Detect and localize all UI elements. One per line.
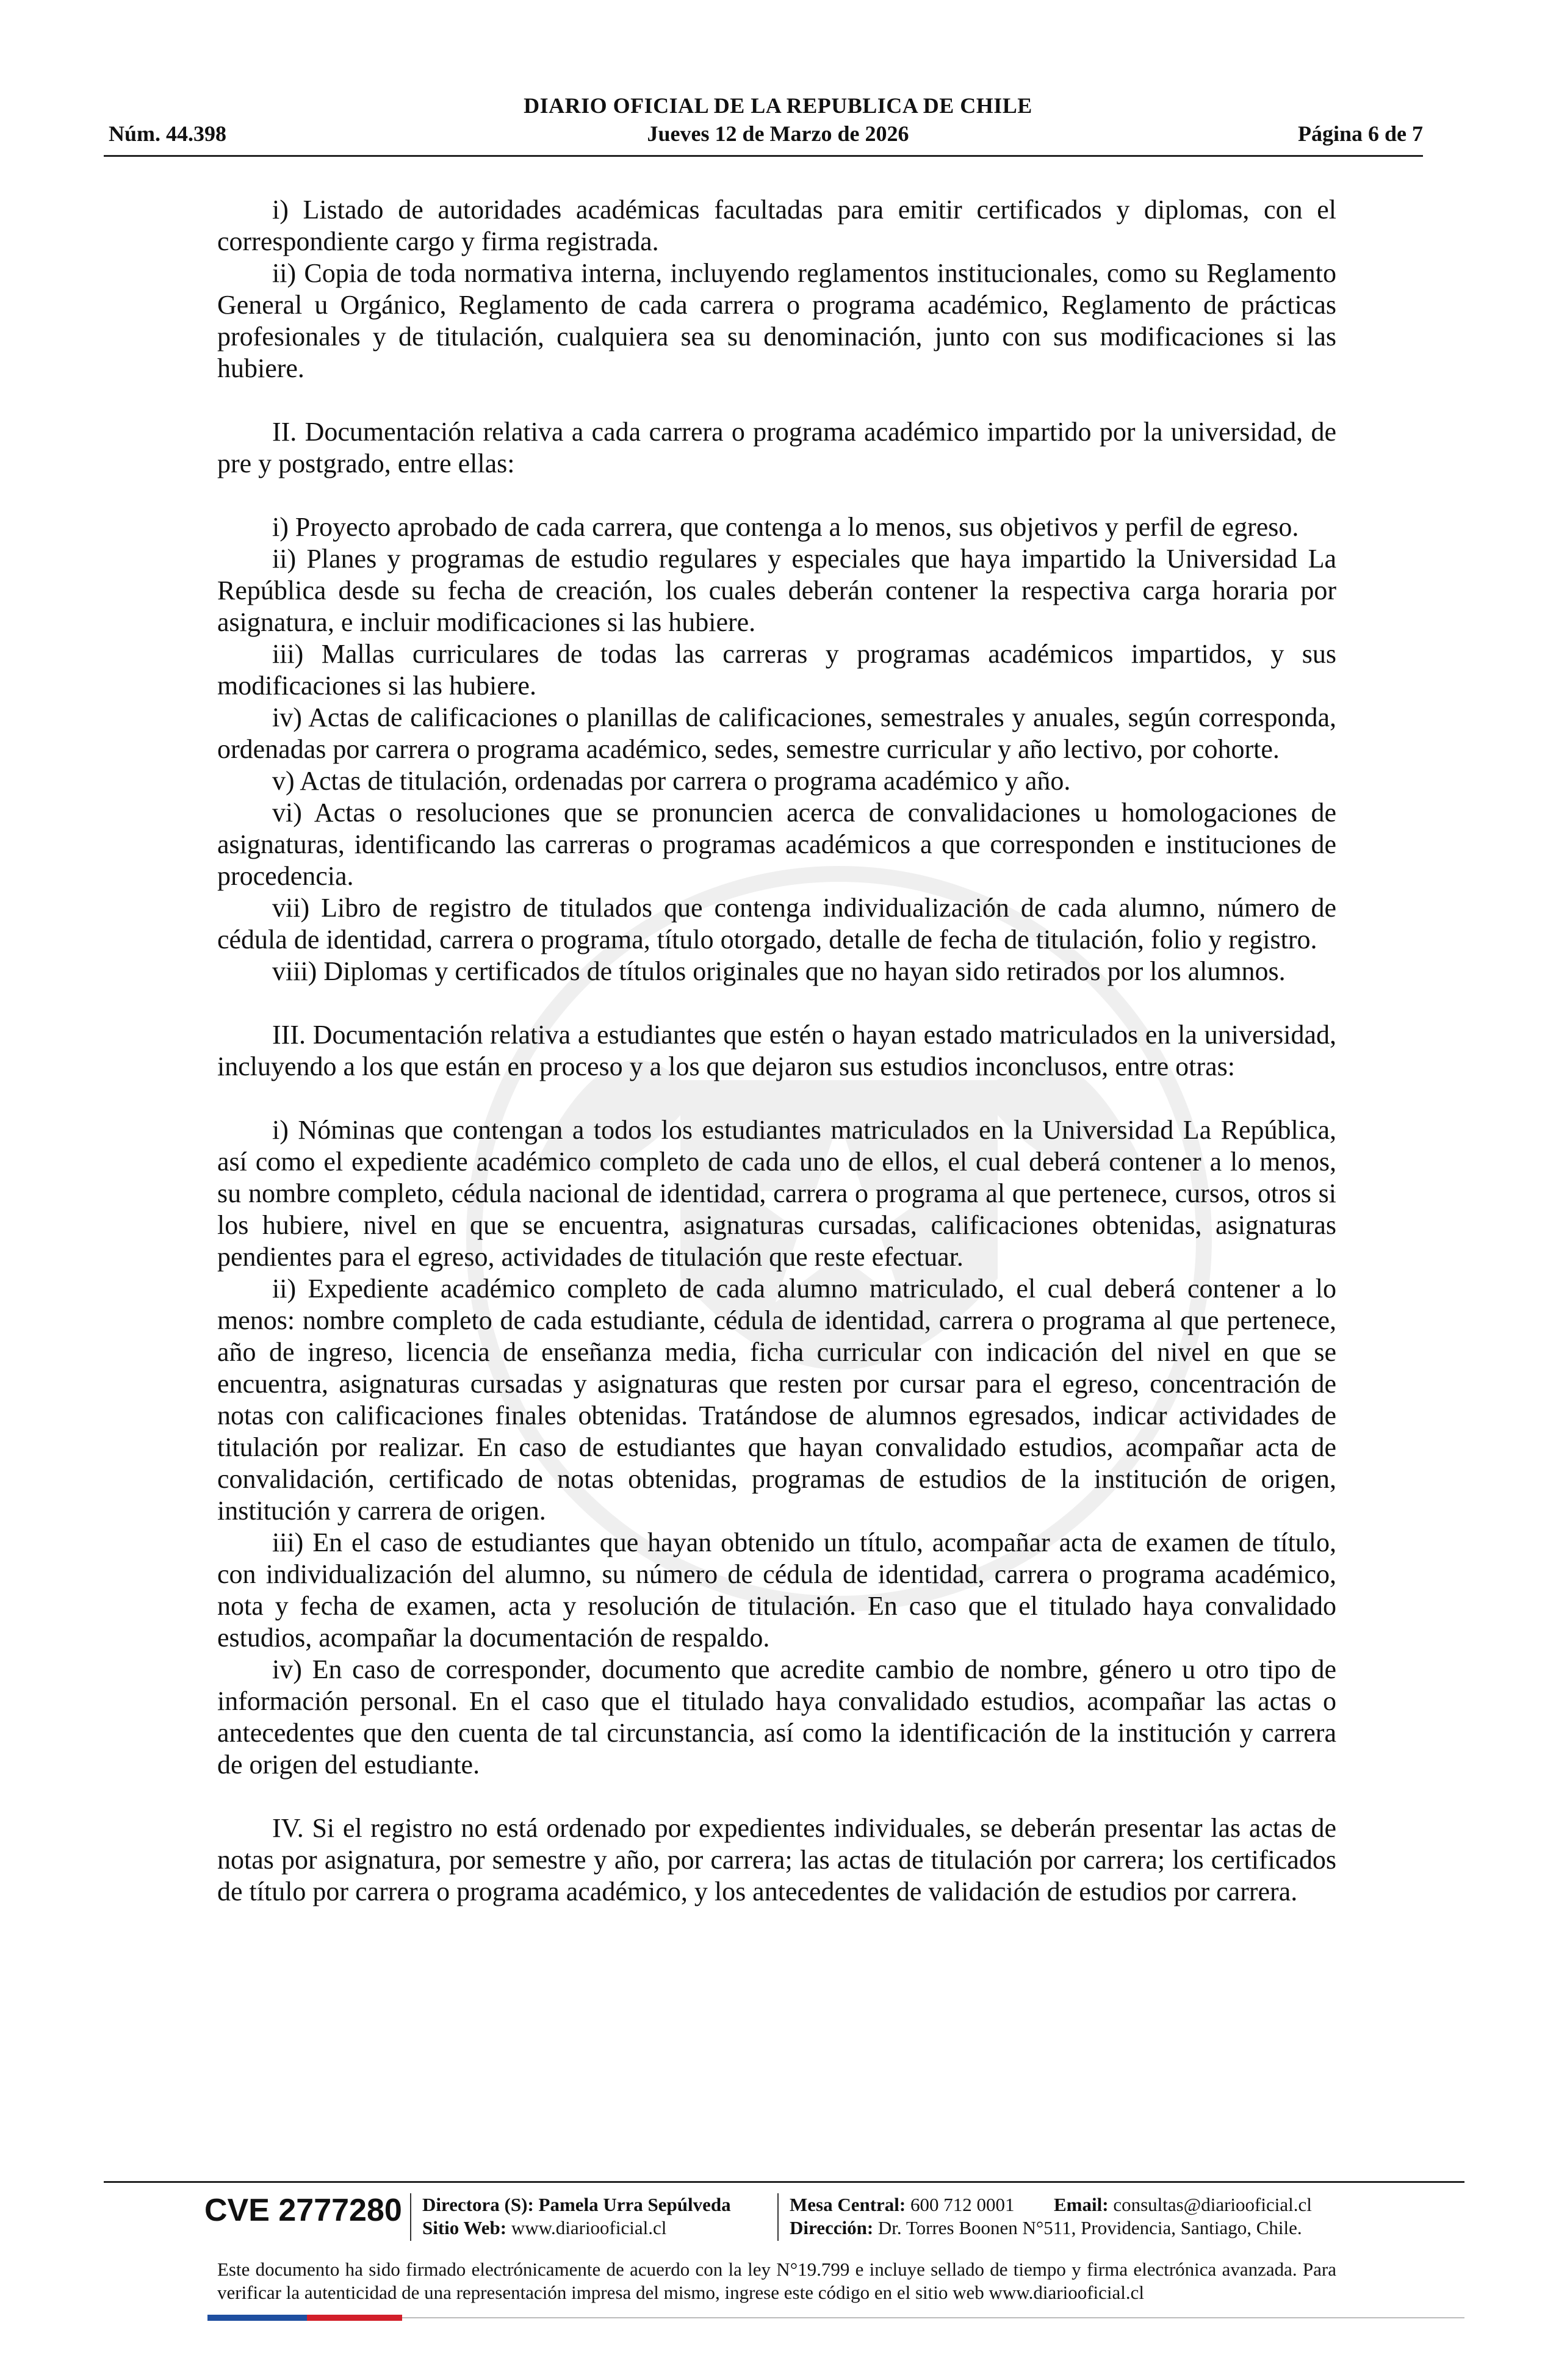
list-item: v) Actas de titulación, ordenadas por carrera o programa académico y año. (272, 766, 1071, 796)
cve-code: CVE 2777280 (204, 2193, 402, 2228)
address-info: Dirección: Dr. Torres Boonen N°511, Providencia, Santiago, Chile. (790, 2217, 1302, 2238)
list-item: iv) Actas de calificaciones o planillas de calificaciones, semestrales y anuales, según corresponda, ordenadas por carrera o programa académico, sedes, semestre curricular y año lectivo, por cohorte. (217, 702, 1336, 764)
website-link[interactable]: www.diariooficial.cl (511, 2217, 667, 2238)
list-item: iii) En el caso de estudiantes que hayan obtenido un título, acompañar acta de examen de título, con individualización del alumno, su número de cédula de identidad, carrera o programa académico, nota y fecha de examen, acta y resolución de titulación. En caso que el titulado haya convalidado estudios, acompañar la documentación de respaldo. (217, 1527, 1336, 1653)
list-item: ii) Expediente académico completo de cada alumno matriculado, el cual deberá contener a lo menos: nombre completo de cada estudiante, cédula de identidad, carrera o programa al que pertenece, año de ingreso, licencia de enseñanza media, ficha curricular con indicación del nivel en que se encuentra, asignaturas cursadas y asignaturas que resten por cursar para el egreso, concentración de notas con calificaciones finales obtenidas. Tratándose de alumnos egresados, indicar actividades de titulación por realizar. En caso de estudiantes que hayan convalidado estudios, acompañar acta de convalidación, certificado de notas obtenidas, programas de estudios de la institución de origen, institución y carrera de origen. (217, 1274, 1336, 1526)
footer-separator (410, 2193, 411, 2241)
footer-separator (777, 2193, 779, 2241)
footer-divider (104, 2181, 1464, 2183)
email-info: Email: consultas@diariooficial.cl (1054, 2194, 1312, 2215)
paragraph-internal-regulations: ii) Copia de toda normativa interna, incluyendo reglamentos institucionales, como su Reglamento General u Orgánico, Reglamento de cada carrera o programa académico, Reglamento de prácticas profesionales y de titulación, cualquiera sea su denominación, junto con sus modificaciones si las hubiere. (217, 258, 1336, 383)
flag-stripe-red (307, 2315, 402, 2321)
email-link[interactable]: consultas@diariooficial.cl (1113, 2194, 1312, 2215)
header-divider (104, 155, 1423, 157)
list-item: vii) Libro de registro de titulados que contenga individualización de cada alumno, número de cédula de identidad, carrera o programa, título otorgado, detalle de fecha de titulación, folio y registro. (217, 893, 1336, 954)
section-ii-heading: II. Documentación relativa a cada carrera o programa académico impartido por la universidad, de pre y postgrado, entre ellas: (217, 417, 1336, 478)
list-item: viii) Diplomas y certificados de títulos originales que no hayan sido retirados por los alumnos. (272, 956, 1286, 986)
phone-info: Mesa Central: 600 712 0001 (790, 2194, 1015, 2215)
section-iv-paragraph: IV. Si el registro no está ordenado por expedientes individuales, se deberán presentar las actas de notas por asignatura, por semestre y año, por carrera; las actas de titulación por carrera; los certificados de título por carrera o programa académico, y los antecedentes de validación de estudios por carrera. (217, 1813, 1336, 1906)
issue-date: Jueves 12 de Marzo de 2026 (647, 121, 909, 146)
list-item: iv) En caso de corresponder, documento que acredite cambio de nombre, género u otro tipo de información personal. En el caso que el titulado haya convalidado estudios, acompañar las actas o antecedentes que den cuenta de tal circunstancia, así como la identificación de la institución y carrera de origen del estudiante. (217, 1654, 1336, 1780)
issue-number: Núm. 44.398 (109, 121, 227, 146)
list-item: vi) Actas o resoluciones que se pronuncien acerca de convalidaciones u homologaciones de asignaturas, identificando las carreras o programas académicos a que corresponden e instituciones de procedencia. (217, 798, 1336, 891)
list-item: ii) Planes y programas de estudio regulares y especiales que haya impartido la Universidad La República desde su fecha de creación, los cuales deberán contener la respectiva carga horaria por asignatura, e incluir modificaciones si las hubiere. (217, 544, 1336, 637)
paragraph-authorities: i) Listado de autoridades académicas facultadas para emitir certificados y diplomas, con el correspondiente cargo y firma registrada. (217, 195, 1336, 256)
director-info: Directora (S): Pamela Urra Sepúlveda (422, 2194, 731, 2215)
website-info: Sitio Web: www.diariooficial.cl (422, 2217, 667, 2238)
flag-stripe-blue (207, 2315, 307, 2321)
legal-notice: Este documento ha sido firmado electrónicamente de acuerdo con la ley N°19.799 e incluye sellado de tiempo y firma electrónica avanzada. Para verificar la autenticidad de una representación impresa del mismo, ingrese este código en el sitio web www.diariooficial.cl (217, 2259, 1336, 2303)
newspaper-title: DIARIO OFICIAL DE LA REPUBLICA DE CHILE (524, 93, 1032, 118)
footer-bottom-rule (402, 2317, 1464, 2318)
document-body (217, 194, 1336, 1908)
page-indicator: Página 6 de 7 (1297, 121, 1423, 146)
list-item: i) Nóminas que contengan a todos los estudiantes matriculados en la Universidad La República, así como el expediente académico completo de cada uno de ellos, el cual deberá contener a lo menos, su nombre completo, cédula nacional de identidad, carrera o programa al que pertenece, cursos, otros si los hubiere, nivel en que se encuentra, asignaturas cursadas, calificaciones obtenidas, asignaturas pendientes para el egreso, actividades de titulación que reste efectuar. (217, 1115, 1336, 1272)
section-iii-heading: III. Documentación relativa a estudiantes que estén o hayan estado matriculados en la universidad, incluyendo a los que están en proceso y a los que dejaron sus estudios inconclusos, entre otras: (217, 1020, 1336, 1081)
list-item: i) Proyecto aprobado de cada carrera, que contenga a lo menos, sus objetivos y perfil de egreso. (272, 512, 1299, 542)
list-item: iii) Mallas curriculares de todas las carreras y programas académicos impartidos, y sus modificaciones si las hubiere. (217, 639, 1336, 701)
